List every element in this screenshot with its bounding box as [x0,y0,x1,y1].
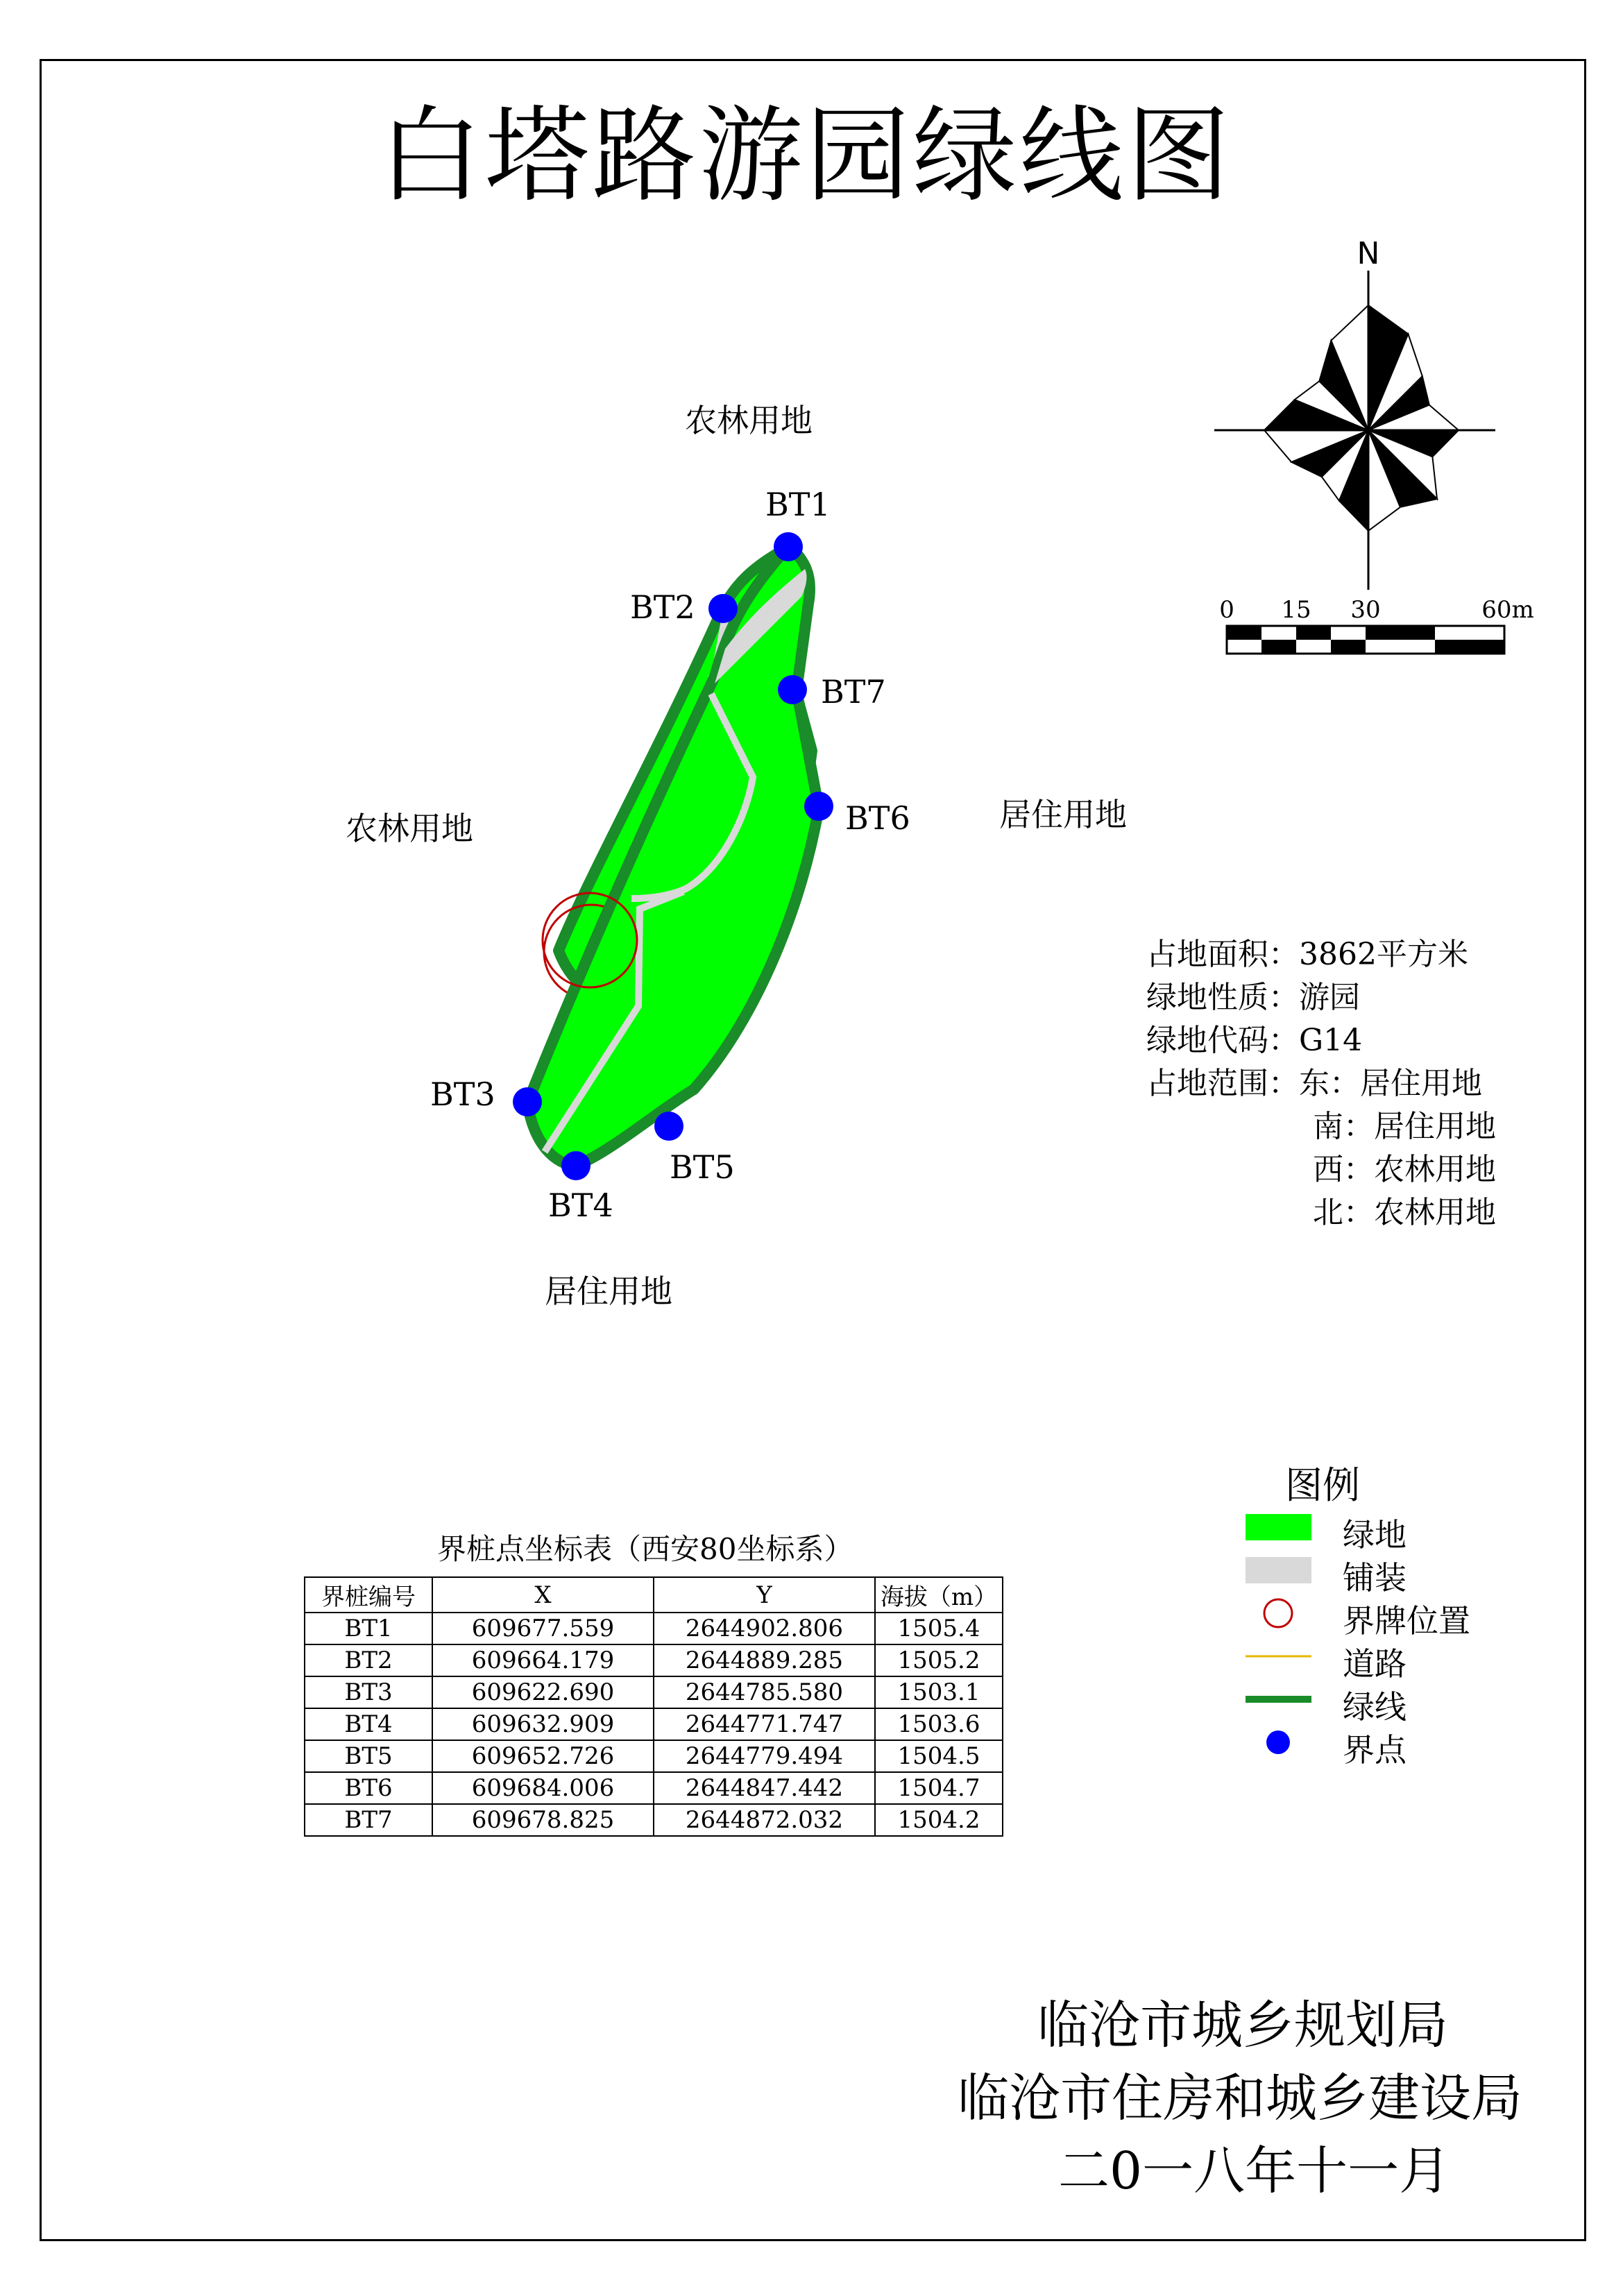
boundary-point-bt5 [654,1112,683,1141]
legend-label: 界点 [1343,1731,1407,1769]
footer-line-3: 二0一八年十一月 [1058,2141,1451,2201]
red-circle-icon [1246,1592,1311,1635]
green-area-main [527,547,819,1166]
coordinate-table [304,1576,1003,1837]
boundary-point-bt2 [708,594,738,623]
road-line-icon [1246,1635,1311,1678]
green-line-icon [1246,1678,1311,1721]
legend-item-sign-location [1246,1592,1537,1640]
map-title: 白塔路游园绿线图 [378,96,1234,216]
boundary-point-bt6 [804,792,833,821]
gray-fill-icon [1246,1549,1311,1592]
cell-y: 2644872.032 [654,1804,875,1836]
info-area: 占地面积：3862平方米 [1146,937,1468,972]
cell-y: 2644779.494 [654,1740,875,1772]
cell-id: BT2 [305,1644,432,1676]
legend-item-paving [1246,1549,1537,1597]
boundary-point-bt1 [774,532,803,561]
table-row [305,1740,1003,1772]
cell-elevation: 1504.7 [875,1772,1003,1804]
table-row [305,1676,1003,1708]
table-row [305,1613,1003,1644]
legend-label: 铺装 [1343,1559,1407,1597]
legend-label: 界牌位置 [1343,1602,1470,1640]
info-range-south: 南：居住用地 [1313,1109,1496,1144]
cell-x: 609632.909 [432,1708,654,1740]
land-use-west: 农林用地 [346,810,473,847]
label-bt7: BT7 [821,673,886,711]
label-bt3: BT3 [430,1075,495,1113]
cell-elevation: 1504.5 [875,1740,1003,1772]
footer-line-2: 临沧市住房和城乡建设局 [958,2068,1522,2128]
label-bt6: BT6 [845,799,910,837]
cell-y: 2644785.580 [654,1676,875,1708]
table-row [305,1804,1003,1836]
land-use-south: 居住用地 [545,1273,672,1310]
cell-y: 2644771.747 [654,1708,875,1740]
cell-id: BT3 [305,1676,432,1708]
boundary-point-bt3 [513,1087,542,1116]
cell-x: 609664.179 [432,1644,654,1676]
legend-item-green-area [1246,1506,1537,1554]
cell-y: 2644902.806 [654,1613,875,1644]
legend-label: 绿地 [1343,1516,1407,1554]
cell-x: 609678.825 [432,1804,654,1836]
table-row [305,1644,1003,1676]
cell-y: 2644889.285 [654,1644,875,1676]
header-y: Y [654,1577,875,1613]
cell-id: BT5 [305,1740,432,1772]
scale-label-0: 0 [1219,596,1234,624]
boundary-point-bt4 [561,1151,590,1180]
cell-id: BT6 [305,1772,432,1804]
scale-label-30: 30 [1350,596,1381,624]
cell-elevation: 1505.4 [875,1613,1003,1644]
cell-id: BT4 [305,1708,432,1740]
scale-label-60: 60m [1481,596,1534,624]
label-bt4: BT4 [548,1187,613,1224]
green-fill-icon [1246,1506,1311,1549]
blue-dot-icon [1246,1721,1311,1764]
legend-item-green-line [1246,1678,1537,1726]
cell-elevation: 1503.1 [875,1676,1003,1708]
compass-north-label: N [1357,236,1380,271]
legend-title: 图例 [1285,1463,1360,1507]
label-bt5: BT5 [670,1148,735,1186]
cell-x: 609677.559 [432,1613,654,1644]
legend-item-boundary-point [1246,1721,1537,1769]
cell-x: 609622.690 [432,1676,654,1708]
cell-id: BT7 [305,1804,432,1836]
header-elevation: 海拔（m） [875,1577,1003,1613]
table-row [305,1772,1003,1804]
footer-line-1: 临沧市城乡规划局 [1037,1996,1448,2055]
scale-label-15: 15 [1281,596,1311,624]
boundary-point-bt7 [778,675,807,704]
cell-elevation: 1503.6 [875,1708,1003,1740]
header-x: X [432,1577,654,1613]
cell-x: 609684.006 [432,1772,654,1804]
cell-id: BT1 [305,1613,432,1644]
cell-y: 2644847.442 [654,1772,875,1804]
label-bt2: BT2 [630,588,695,626]
cell-elevation: 1505.2 [875,1644,1003,1676]
label-bt1: BT1 [765,486,831,523]
land-use-east: 居住用地 [999,796,1127,833]
cell-x: 609652.726 [432,1740,654,1772]
info-range-north: 北：农林用地 [1313,1195,1496,1230]
table-title: 界桩点坐标表（西安80坐标系） [437,1532,853,1566]
info-range-east: 占地范围：东：居住用地 [1146,1066,1482,1101]
info-nature: 绿地性质：游园 [1146,980,1360,1015]
info-code: 绿地代码：G14 [1146,1023,1363,1058]
info-range-west: 西：农林用地 [1313,1152,1496,1187]
header-id: 界桩编号 [305,1577,432,1613]
table-row [305,1708,1003,1740]
table-header-row [305,1577,1003,1613]
legend-label: 绿线 [1343,1688,1407,1726]
land-use-north: 农林用地 [685,402,813,439]
plot-info [1146,933,1496,1234]
legend-item-road [1246,1635,1537,1683]
cell-elevation: 1504.2 [875,1804,1003,1836]
legend-label: 道路 [1343,1645,1407,1683]
